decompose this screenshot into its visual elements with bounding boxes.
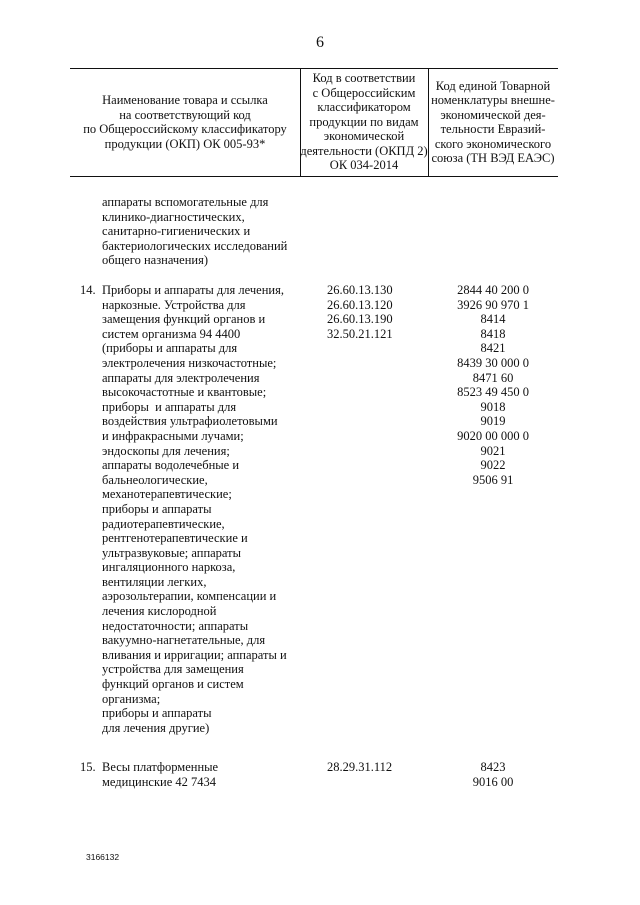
row-tnved-codes: 2844 40 200 0 3926 90 970 1 8414 8418 8421 8439 30 000 0 8471 60 8523 49 450 0 9018 9019 9020 00 000 0 9021 9022 9506 91 bbox=[457, 283, 529, 487]
row-okpd2-codes: 26.60.13.130 26.60.13.120 26.60.13.190 32.50.21.121 bbox=[327, 283, 393, 341]
row-description: Весы платформенные медицинские 42 7434 bbox=[102, 760, 219, 789]
row-number: 14. bbox=[80, 283, 96, 297]
row-number: 15. bbox=[80, 760, 96, 774]
row-description: Приборы и аппараты для лечения, наркозные. Устройства для замещения функций органов и систем организма 94 4400 (приборы и аппараты для электролечения низкочастотные; аппараты для электролечения высокочастотные и квантовые; приборы и аппараты для воздействия ультрафиолетовыми и инфракрасными лучами; эндоскопы для лечения; аппараты водолечебные и бальнеологические, механотерапевтические; приборы и аппараты радиотерапевтические, рентгенотерапевтические и ультразвуковые; аппараты ингаляционного наркоза, вентиляции легких, аэрозольтерапии, компенсации и лечения кислородной недостаточности; аппараты вакуумно-нагнетательные, для вливания и ирригации; аппараты и устройства для замещения функций органов и систем организма; приборы и аппараты для лечения другие) bbox=[102, 283, 287, 735]
header-okpd2: Код в соответствии с Общероссийским классификатором продукции по видам экономической деятельности (ОКПД 2) ОК 034-2014 bbox=[300, 71, 428, 173]
continuation-text: аппараты вспомогательные для клинико-диагностических, санитарно-гигиенических и бактериологических исследований общего назначения) bbox=[102, 195, 288, 268]
row-tnved-codes: 8423 9016 00 bbox=[472, 760, 514, 789]
document-id: 3166132 bbox=[86, 852, 120, 862]
page-number: 6 bbox=[316, 34, 324, 51]
header-product-name: Наименование товара и ссылка на соответствующий код по Общероссийскому классификатору продукции (ОКП) ОК 005-93* bbox=[83, 93, 287, 151]
header-bottom-rule bbox=[70, 176, 558, 177]
row-okpd2-codes: 28.29.31.112 bbox=[327, 760, 393, 774]
header-tnved: Код единой Товарной номенклатуры внешне- экономической дея- тельности Евразий- ского экономического союза (ТН ВЭД ЕАЭС) bbox=[431, 78, 555, 165]
